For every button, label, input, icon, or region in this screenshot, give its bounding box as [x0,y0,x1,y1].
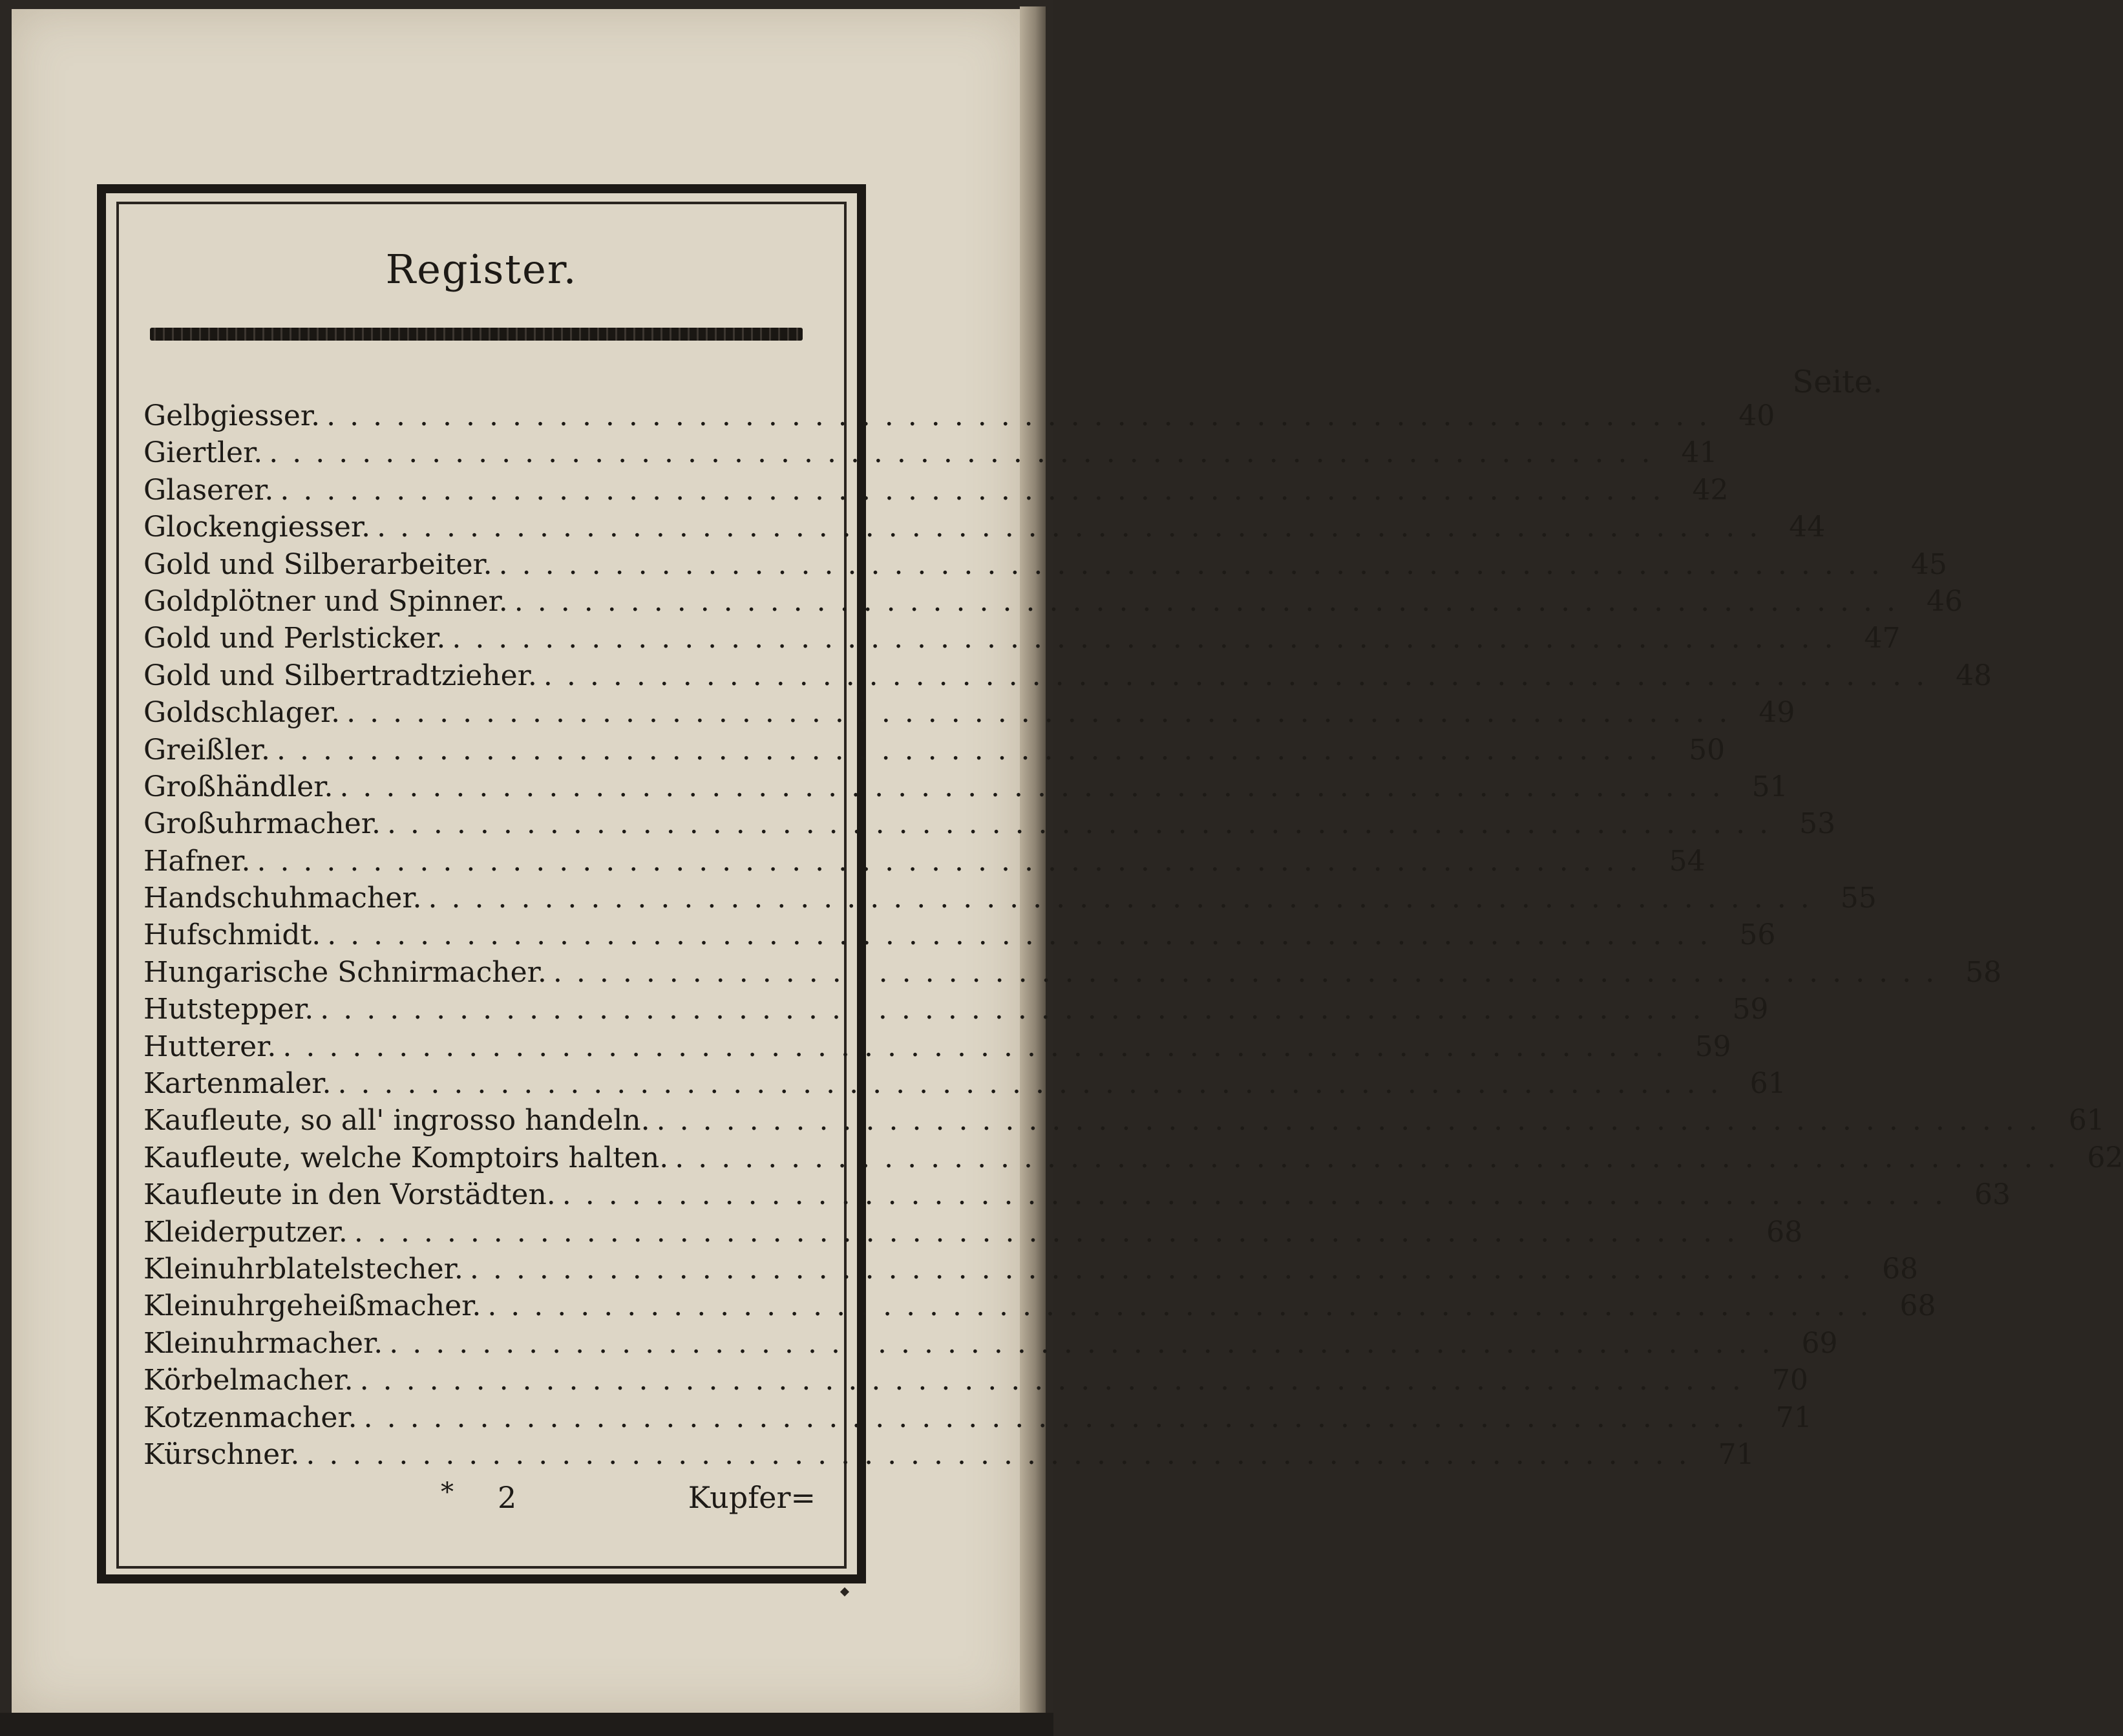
register-entry [143,1139,2123,1176]
entry-name: Hafner. [143,844,251,878]
dot-leader: ............................................................ [269,436,1665,470]
entry-name: Hungarische Schnirmacher. [143,955,547,989]
column-header: Seite. [1792,364,1883,400]
register-entry [143,1065,1786,1102]
register-entry [143,657,1992,694]
register-entry [143,880,1877,916]
register-entry [143,1176,2011,1213]
entry-page-number: 55 [1840,882,1877,915]
entry-name: Goldplötner und Spinner. [143,584,508,618]
entry-name: Giertler. [143,436,263,470]
entry-page-number: 68 [1882,1252,1919,1286]
entry-page-number: 49 [1759,696,1795,730]
dot-leader: ............................................................ [359,1364,1755,1397]
dot-leader: ............................................................ [363,1401,1759,1434]
entry-page-number: 58 [1965,955,2002,989]
dot-leader: ............................................................ [327,918,1723,952]
dot-leader: ............................................................ [386,807,1783,841]
entry-page-number: 61 [2068,1104,2105,1138]
entry-name: Kürschner. [143,1437,300,1471]
entry-name: Gold und Perlsticker. [143,622,446,655]
register-entry [143,1102,2105,1139]
signature-mark: * [441,1477,454,1507]
entry-name: Kaufleute, so all' ingrosso handeln. [143,1104,650,1138]
dot-leader: ............................................................ [346,696,1742,730]
register-entry [143,768,1788,805]
register-entry [143,694,1795,731]
entry-page-number: 54 [1669,844,1706,878]
register-entry [143,1214,1803,1251]
dot-leader: ............................................................ [326,399,1722,432]
dot-leader: ............................................................ [428,882,1824,915]
entry-name: Gold und Silbertradtzieher. [143,659,537,692]
entry-page-number: 61 [1749,1067,1786,1101]
dot-leader: ............................................................ [452,622,1848,655]
register-entry [143,1436,1755,1473]
dot-leader: ............................................................ [543,659,1939,692]
register-entry [143,805,1836,842]
register-entry [143,434,1718,471]
entry-name: Hufschmidt. [143,918,321,952]
entry-page-number: 62 [2087,1141,2123,1174]
dot-leader: ............................................................ [675,1141,2071,1174]
entry-page-number: 40 [1738,399,1775,432]
register-entry [143,1325,1838,1362]
entry-page-number: 44 [1789,511,1826,544]
dot-leader: ............................................................ [487,1289,1883,1323]
entry-name: Kartenmaler. [143,1067,332,1101]
entry-page-number: 56 [1739,918,1776,952]
dot-leader: ............................................................ [514,584,1910,618]
entry-page-number: 46 [1926,584,1963,618]
entry-name: Kotzenmacher. [143,1401,357,1434]
entry-name: Greißler. [143,733,270,767]
entry-page-number: 59 [1695,1030,1731,1063]
entry-page-number: 53 [1799,807,1836,841]
dot-leader: ............................................................ [389,1326,1785,1360]
register-entry [143,732,1726,768]
entry-page-number: 71 [1775,1401,1812,1434]
register-entry [143,397,1775,434]
entry-name: Gold und Silberarbeiter. [143,547,492,581]
register-entry [143,472,1729,509]
entry-name: Goldschlager. [143,696,341,730]
register-entry [143,1028,1731,1065]
entry-page-number: 68 [1899,1289,1936,1323]
dot-leader: ............................................................ [656,1104,2052,1138]
entry-page-number: 42 [1692,473,1729,507]
dot-leader: ............................................................ [276,733,1673,767]
title-rule [150,328,803,341]
entry-page-number: 59 [1732,993,1769,1026]
entry-name: Kleinuhrgeheißmacher. [143,1289,481,1323]
entry-name: Handschuhmacher. [143,882,422,915]
entry-name: Glockengiesser. [143,511,371,544]
register-entry [143,1251,1919,1287]
entry-page-number: 63 [1974,1178,2011,1212]
page-title: Register. [385,246,578,293]
entry-name: Glaserer. [143,473,274,507]
dot-leader: ............................................................ [306,1437,1702,1471]
entry-page-number: 69 [1801,1326,1838,1360]
entry-name: Körbelmacher. [143,1364,354,1397]
entry-page-number: 45 [1910,547,1947,581]
entry-page-number: 68 [1766,1215,1803,1249]
dot-leader: ............................................................ [553,955,1949,989]
dot-leader: ............................................................ [469,1252,1866,1286]
dot-leader: ............................................................ [337,1067,1733,1101]
register-entry [143,1287,1936,1324]
dot-leader: ............................................................ [280,473,1676,507]
signature-number: 2 [498,1480,517,1515]
entry-name: Kleinuhrblatelstecher. [143,1252,463,1286]
register-entry [143,1362,1808,1399]
dot-leader: ............................................................ [320,993,1716,1026]
entry-name: Großhändler. [143,770,333,803]
dot-leader: ............................................................ [354,1215,1750,1249]
dot-leader: ............................................................ [498,547,1894,581]
catchword: Kupfer= [688,1480,816,1515]
dot-leader: ............................................................ [339,770,1735,803]
entry-page-number: 51 [1751,770,1788,803]
dot-leader: ............................................................ [282,1030,1678,1063]
register-entry [143,916,1776,953]
entry-name: Kleiderputzer. [143,1215,348,1249]
entry-page-number: 48 [1956,659,1992,692]
entry-page-number: 41 [1681,436,1718,470]
entry-name: Kaufleute in den Vorstädten. [143,1178,556,1212]
entry-name: Hutstepper. [143,993,314,1026]
register-entry [143,843,1706,880]
register-entry [143,620,1901,657]
entry-name: Großuhrmacher. [143,807,381,841]
book-bottom-edge [0,1713,1053,1736]
entry-name: Kaufleute, welche Komptoirs halten. [143,1141,669,1174]
entry-page-number: 70 [1771,1364,1808,1397]
dot-leader: ............................................................ [377,511,1773,544]
entry-name: Kleinuhrmacher. [143,1326,383,1360]
register-entry [143,991,1769,1028]
entry-name: Gelbgiesser. [143,399,321,432]
dot-leader: ............................................................ [257,844,1653,878]
register-entry [143,583,1963,620]
register-list [143,397,2123,1473]
dot-leader: ............................................................ [562,1178,1958,1212]
entry-page-number: 47 [1864,622,1901,655]
entry-page-number: 50 [1689,733,1726,767]
register-entry [143,546,1947,583]
register-entry [143,509,1826,545]
entry-page-number: 71 [1718,1437,1755,1471]
register-entry [143,1399,1812,1436]
page-footer [143,1477,816,1519]
register-entry [143,954,2002,991]
entry-name: Hutterer. [143,1030,277,1063]
